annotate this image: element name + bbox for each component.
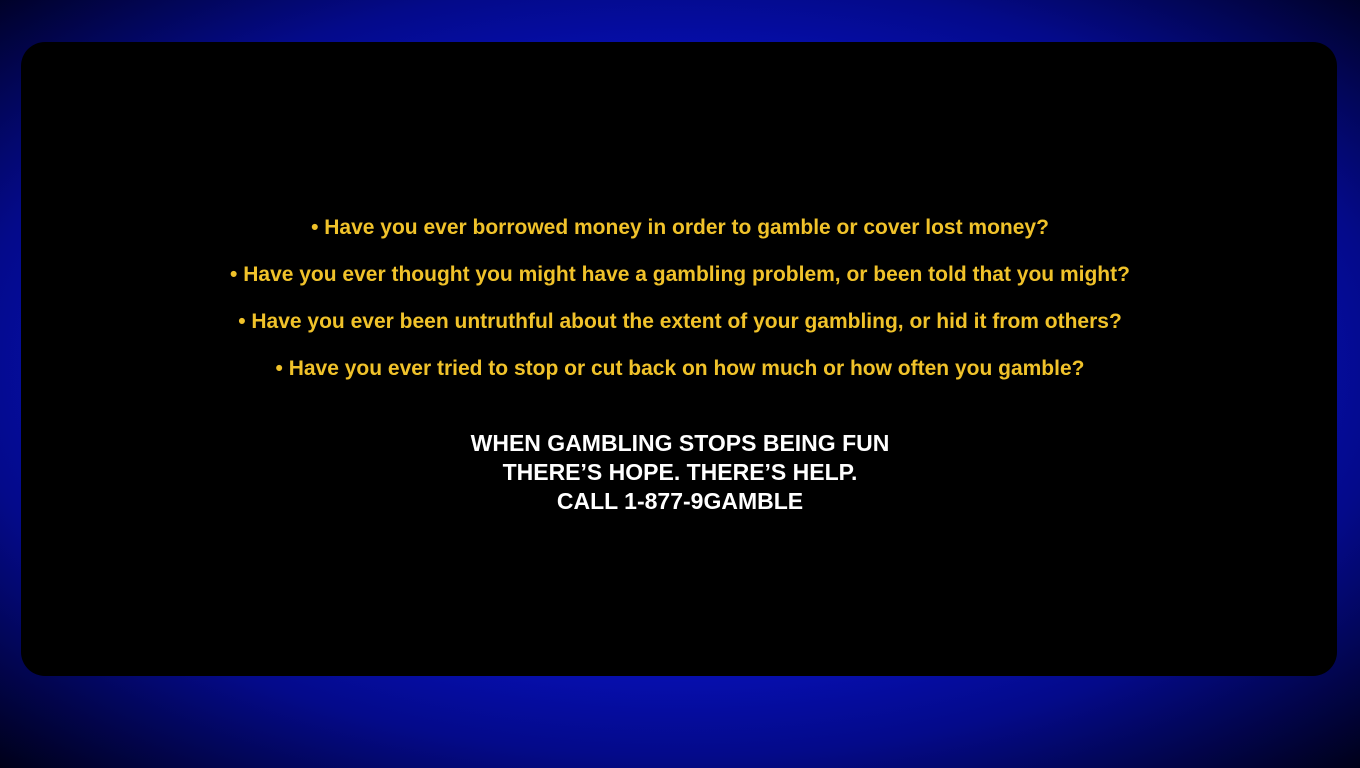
question-gambling-problem: • Have you ever thought you might have a gambling problem, or been told that you might?	[230, 263, 1130, 286]
message-hope-help: THERE’S HOPE. THERE’S HELP.	[502, 459, 858, 485]
question-borrowed-money: • Have you ever borrowed money in order to gamble or cover lost money?	[311, 216, 1049, 239]
question-untruthful: • Have you ever been untruthful about the extent of your gambling, or hid it from others?	[238, 310, 1122, 333]
screening-questions-list	[0, 216, 1360, 404]
helpline-message	[0, 429, 1360, 516]
question-cut-back: • Have you ever tried to stop or cut back on how much or how often you gamble?	[275, 357, 1085, 380]
message-helpline-number: CALL 1-877-9GAMBLE	[556, 488, 804, 514]
message-headline: WHEN GAMBLING STOPS BEING FUN	[470, 430, 890, 456]
